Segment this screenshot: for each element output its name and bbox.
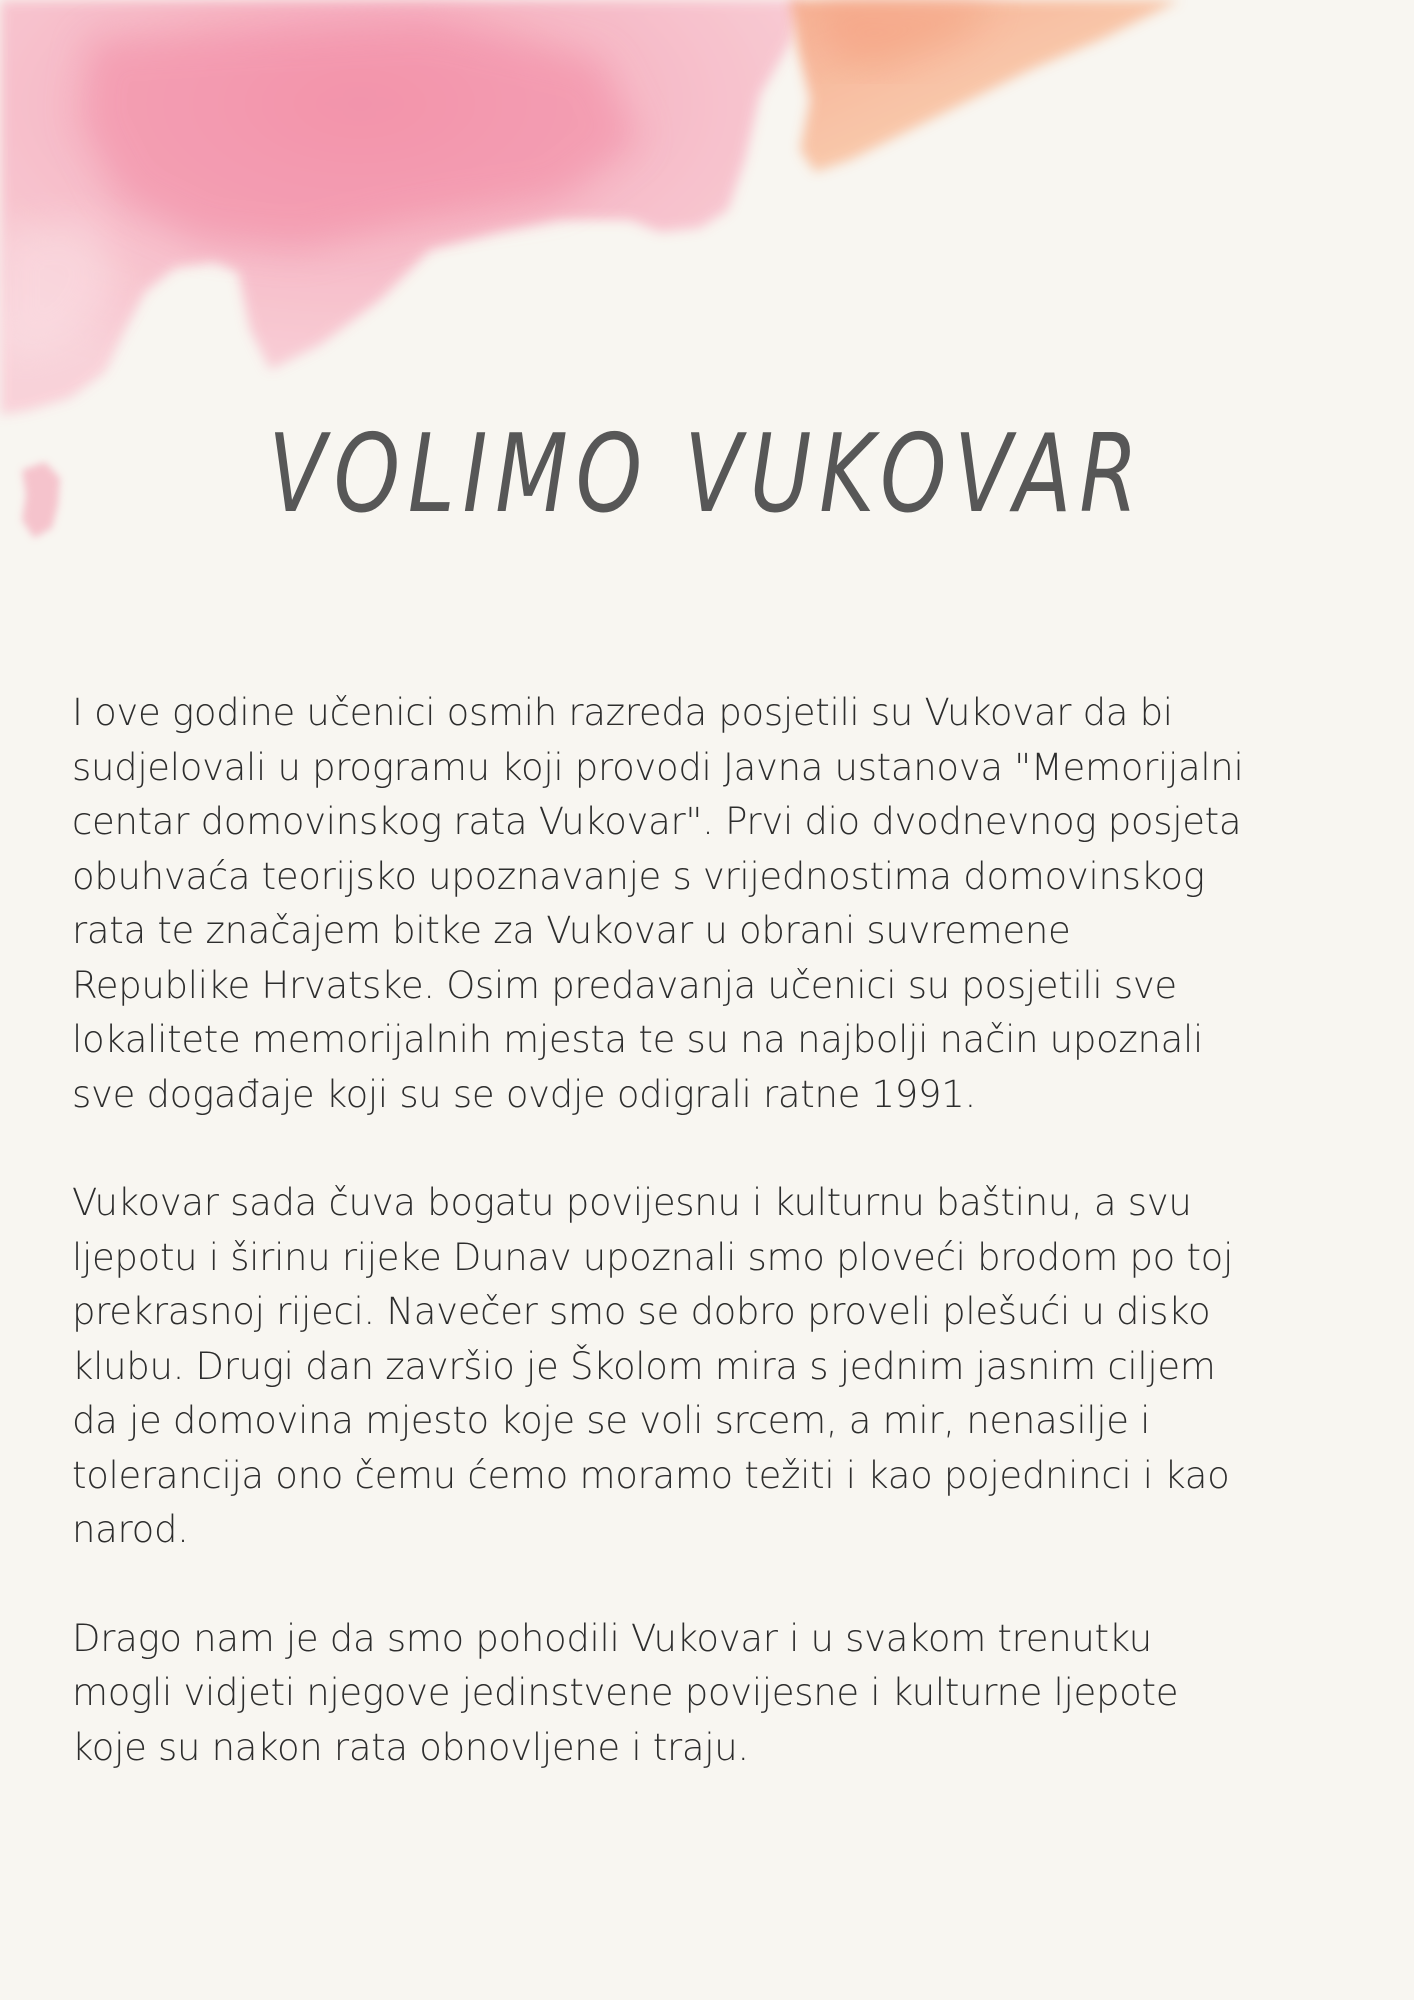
paragraph-3: Drago nam je da smo pohodili Vukovar i u svakom trenutku mogli vidjeti njegove jedinstvene povijesne i kulturne ljepote koje su nakon rata obnovljene i traju. — [72, 1616, 1179, 1769]
article-body — [72, 686, 1372, 1775]
page-title: VOLIMO VUKOVAR — [268, 412, 1146, 537]
paragraph-1: I ove godine učenici osmih razreda posjetili su Vukovar da bi sudjelovali u programu koji provodi Javna ustanova "Memorijalni centar domovinskog rata Vukovar". Prvi dio dvodnevnog posjeta obuhvaća teorijsko upoznavanje s vrijednostima domovinskog rata te značajem bitke za Vukovar u obrani suvremene Republike Hrvatske. Osim predavanja učenici su posjetili sve lokalitete memorijalnih mjesta te su na najbolji način upoznali sve događaje koji su se ovdje odigrali ratne 1991. — [72, 691, 1244, 1116]
paragraph-2: Vukovar sada čuva bogatu povijesnu i kulturnu baštinu, a svu ljepotu i širinu rijeke Dunav upoznali smo ploveći brodom po toj prekrasnoj rijeci. Navečer smo se dobro proveli plešući u disko klubu. Drugi dan završio je Školom mira s jednim jasnim ciljem da je domovina mjesto koje se voli srcem, a mir, nenasilje i tolerancija ono čemu ćemo moramo težiti i kao pojedninci i kao narod. — [72, 1181, 1233, 1551]
